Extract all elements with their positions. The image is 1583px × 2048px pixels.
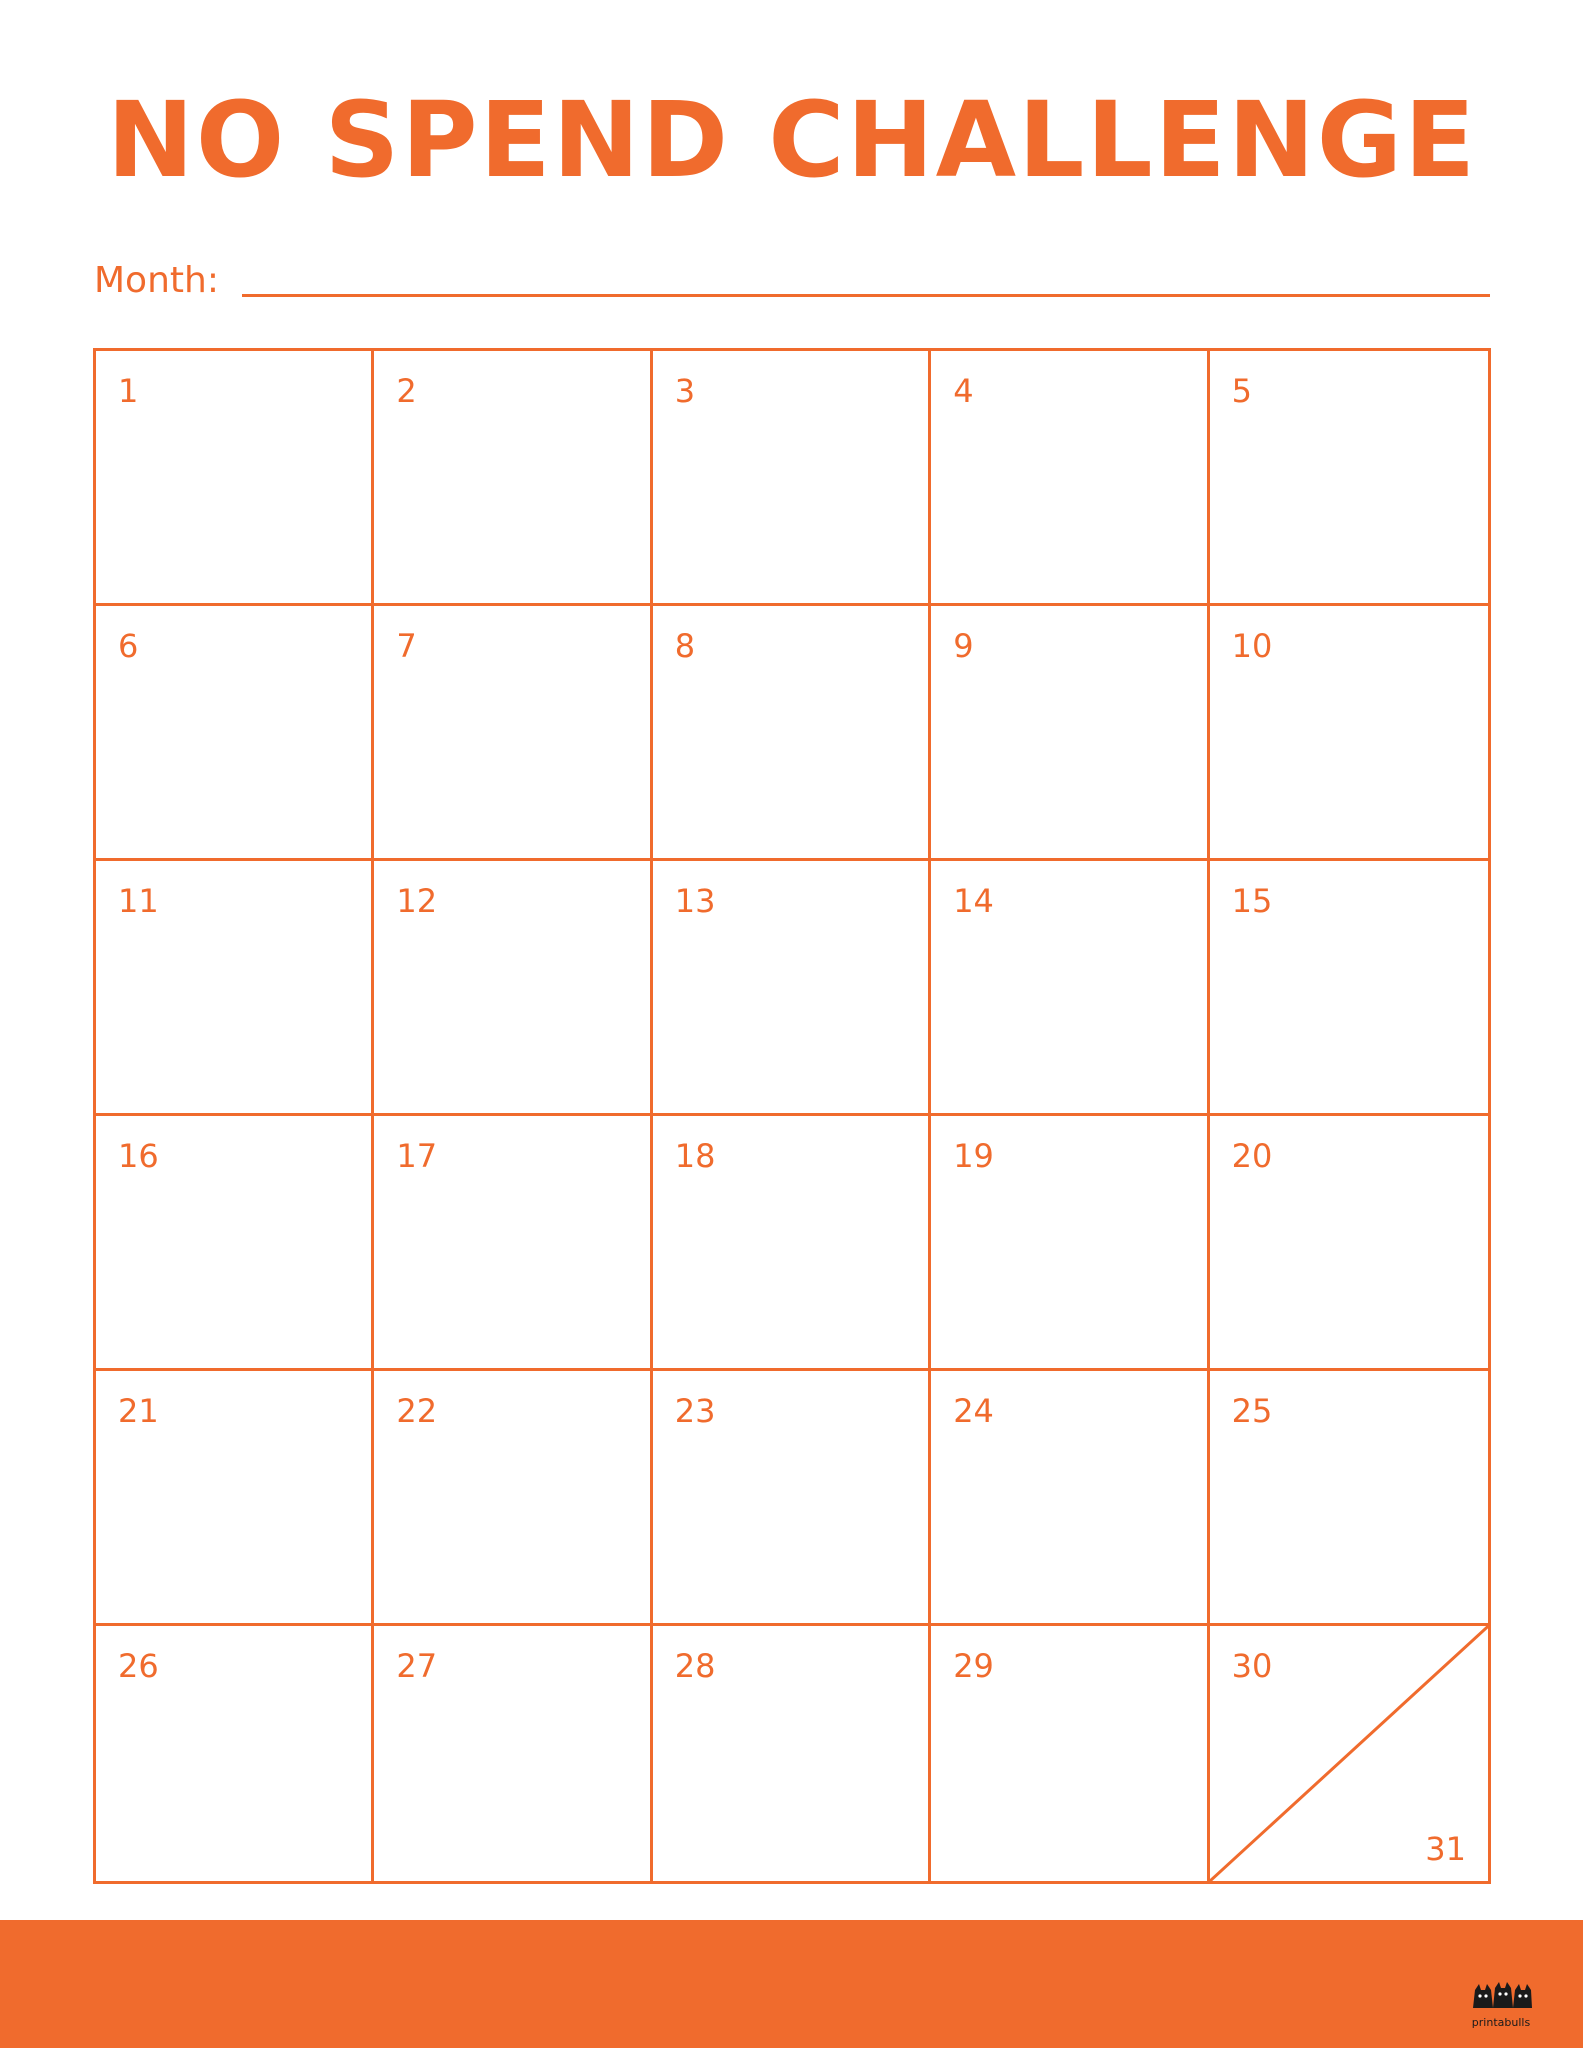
day-cell[interactable] <box>374 1626 652 1881</box>
month-field[interactable] <box>94 258 1490 304</box>
day-number: 9 <box>953 627 974 665</box>
day-cell[interactable] <box>931 1116 1209 1371</box>
day-cell[interactable] <box>931 351 1209 606</box>
day-cell[interactable] <box>374 351 652 606</box>
day-number: 1 <box>118 372 139 410</box>
day-number: 30 <box>1231 1647 1273 1685</box>
day-number: 24 <box>953 1392 994 1430</box>
day-number: 8 <box>674 627 696 665</box>
day-number: 25 <box>1231 1392 1273 1430</box>
day-number: 10 <box>1231 627 1273 665</box>
day-number: 17 <box>396 1137 438 1175</box>
day-cell[interactable] <box>374 861 652 1116</box>
day-cell[interactable] <box>931 861 1209 1116</box>
day-number: 16 <box>118 1137 159 1175</box>
day-cell[interactable] <box>96 606 374 861</box>
day-number: 6 <box>118 627 139 665</box>
day-cell[interactable] <box>653 861 931 1116</box>
brand-logo <box>1463 1980 1539 2030</box>
page-title: NO SPEND CHALLENGE <box>106 79 1478 201</box>
day-cell[interactable] <box>374 1116 652 1371</box>
day-number: 23 <box>674 1392 716 1430</box>
day-cell[interactable] <box>653 1116 931 1371</box>
day-number-extra: 31 <box>1425 1830 1466 1868</box>
day-cell[interactable] <box>931 1626 1209 1881</box>
day-number: 11 <box>118 882 159 920</box>
day-number: 19 <box>953 1137 994 1175</box>
day-number: 27 <box>396 1647 438 1685</box>
day-number: 3 <box>674 372 696 410</box>
day-number: 15 <box>1231 882 1273 920</box>
day-cell[interactable] <box>96 351 374 606</box>
day-number: 20 <box>1231 1137 1273 1175</box>
footer-bar <box>0 1920 1583 2048</box>
day-cell[interactable] <box>374 606 652 861</box>
brand-name: printabulls <box>1471 2016 1531 2029</box>
day-number: 5 <box>1231 372 1252 410</box>
day-cell[interactable] <box>653 351 931 606</box>
day-number: 12 <box>396 882 438 920</box>
day-cell[interactable] <box>1210 1626 1488 1881</box>
day-cell[interactable] <box>931 606 1209 861</box>
day-cell[interactable] <box>1210 1116 1488 1371</box>
day-number: 29 <box>953 1647 994 1685</box>
day-cell[interactable] <box>96 1626 374 1881</box>
day-number: 14 <box>953 882 994 920</box>
day-number: 7 <box>396 627 417 665</box>
day-cell[interactable] <box>1210 1371 1488 1626</box>
day-number: 21 <box>118 1392 159 1430</box>
day-cell[interactable] <box>1210 861 1488 1116</box>
day-cell[interactable] <box>1210 606 1488 861</box>
day-cell[interactable] <box>96 1371 374 1626</box>
day-cell[interactable] <box>653 606 931 861</box>
day-number: 2 <box>396 372 417 410</box>
day-number: 13 <box>674 882 716 920</box>
calendar-grid <box>93 348 1491 1884</box>
day-number: 4 <box>953 372 974 410</box>
day-cell[interactable] <box>374 1371 652 1626</box>
day-number: 26 <box>118 1647 159 1685</box>
dog-logo-icon <box>1469 1980 1533 2010</box>
day-number: 18 <box>674 1137 716 1175</box>
day-cell[interactable] <box>653 1626 931 1881</box>
day-number: 28 <box>674 1647 716 1685</box>
day-cell[interactable] <box>931 1371 1209 1626</box>
day-number: 22 <box>396 1392 438 1430</box>
day-cell[interactable] <box>96 861 374 1116</box>
day-cell[interactable] <box>653 1371 931 1626</box>
month-label: Month: <box>94 260 219 301</box>
month-write-line[interactable] <box>242 294 1490 297</box>
day-cell[interactable] <box>1210 351 1488 606</box>
day-cell[interactable] <box>96 1116 374 1371</box>
